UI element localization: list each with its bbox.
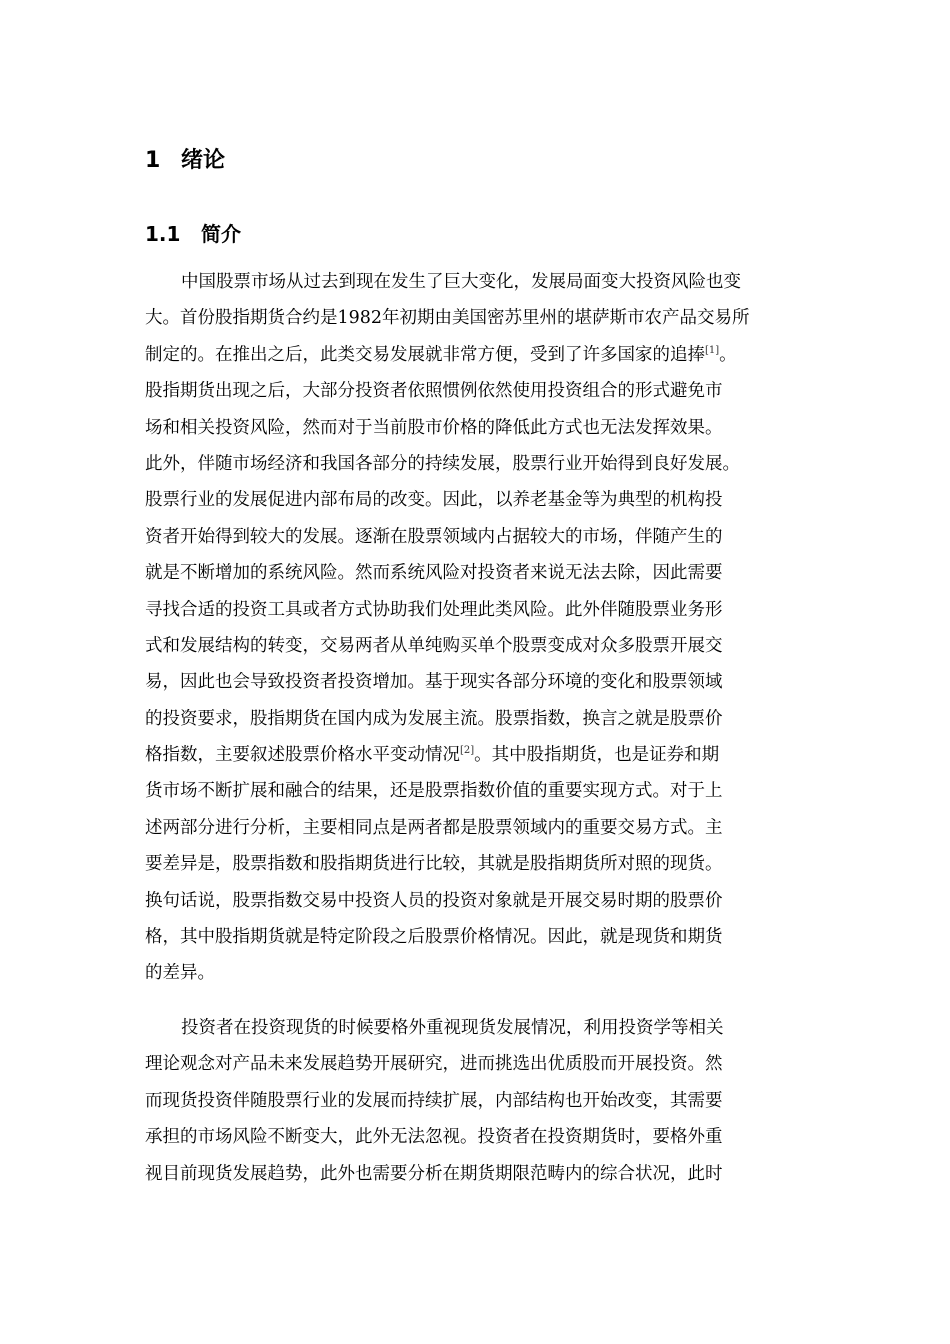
text-line: 而现货投资伴随股票行业的发展而持续扩展，内部结构也开始改变，其需要 (145, 1090, 723, 1111)
text-line-part: 格指数，主要叙述股票价格水平变动情况 (145, 745, 460, 766)
text-line: 的投资要求，股指期货在国内成为发展主流。股票指数，换言之就是股票价 (145, 708, 723, 729)
text-line: 投资者在投资现货的时候要格外重视现货发展情况，利用投资学等相关 (181, 1018, 724, 1038)
text-line: 述两部分进行分析，主要相同点是两者都是股票领域内的重要交易方式。主 (145, 817, 723, 838)
text-line: 就是不断增加的系统风险。然而系统风险对投资者来说无法去除，因此需要 (145, 563, 723, 584)
citation-2: [2] (460, 745, 475, 757)
text-line: 股指期货出现之后，大部分投资者依照惯例依然使用投资组合的形式避免市 (145, 381, 723, 402)
section-number: 1.1 (145, 222, 181, 246)
section-heading (145, 214, 241, 254)
text-line: 易，因此也会导致投资者投资增加。基于现实各部分环境的变化和股票领域 (145, 672, 723, 693)
text-line: 资者开始得到较大的发展。逐渐在股票领域内占据较大的市场，伴随产生的 (145, 526, 723, 547)
text-line: 格，其中股指期货就是特定阶段之后股票价格情况。因此，就是现货和期货 (145, 927, 723, 948)
section-title: 简介 (201, 222, 241, 246)
text-line: 式和发展结构的转变，交易两者从单纯购买单个股票变成对众多股票开展交 (145, 635, 723, 656)
chapter-number: 1 (145, 148, 161, 173)
text-line: 的差异。 (145, 963, 215, 984)
text-line: 要差异是，股票指数和股指期货进行比较，其就是股指期货所对照的现货。 (145, 854, 723, 875)
paragraph-investment (145, 1010, 724, 1192)
text-line: 大。首份股指期货合约是1982年初期由美国密苏里州的堪萨斯市农产品交易所 (145, 308, 750, 329)
paragraph-intro (145, 264, 750, 992)
text-line: 换句话说，股票指数交易中投资人员的投资对象就是开展交易时期的股票价 (145, 890, 723, 911)
chapter-title: 绪论 (181, 148, 226, 173)
text-line: 此外，伴随市场经济和我国各部分的持续发展，股票行业开始得到良好发展。 (145, 453, 740, 474)
text-line: 承担的市场风险不断变大，此外无法忽视。投资者在投资期货时，要格外重 (145, 1127, 723, 1148)
text-line: 货市场不断扩展和融合的结果，还是股票指数价值的重要实现方式。对于上 (145, 781, 723, 802)
text-line (145, 737, 750, 773)
text-line-part: 。 (719, 344, 737, 365)
text-line: 中国股票市场从过去到现在发生了巨大变化，发展局面变大投资风险也变 (181, 272, 741, 292)
text-line (145, 337, 750, 373)
text-line: 寻找合适的投资工具或者方式协助我们处理此类风险。此外伴随股票业务形 (145, 599, 723, 620)
citation-1: [1] (705, 344, 720, 356)
chapter-heading (145, 141, 225, 181)
text-line: 视目前现货发展趋势，此外也需要分析在期货期限范畴内的综合状况，此时 (145, 1163, 723, 1184)
text-line-part: 制定的。在推出之后，此类交易发展就非常方便，受到了许多国家的追捧 (145, 344, 705, 365)
text-line: 理论观念对产品未来发展趋势开展研究，进而挑选出优质股而开展投资。然 (145, 1054, 723, 1075)
text-line: 场和相关投资风险，然而对于当前股市价格的降低此方式也无法发挥效果。 (145, 417, 723, 438)
text-line: 股票行业的发展促进内部布局的改变。因此，以养老基金等为典型的机构投 (145, 490, 723, 511)
text-line-part: 。其中股指期货，也是证券和期 (474, 745, 720, 766)
